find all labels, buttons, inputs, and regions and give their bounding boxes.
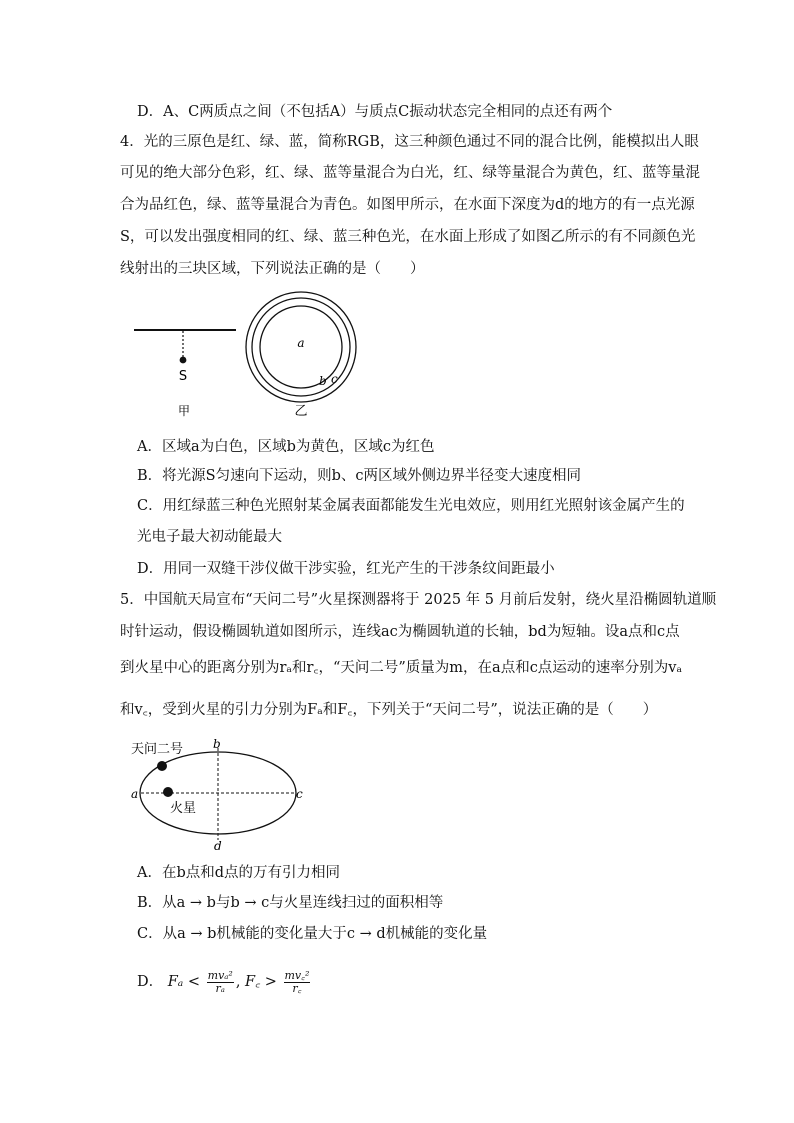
q4-stem-line-4: S，可以发出强度相同的红、绿、蓝三种色光，在水面上形成了如图乙所示的有不同颜色光	[120, 229, 696, 245]
q5-orbit-figure	[127, 738, 317, 853]
formula-sep: ,	[235, 974, 241, 990]
q5-stem-line-1: 5．中国航天局宣布“天问二号”火星探测器将于 2025 年 5 月前后发射，绕火星沿椭圆轨道顺	[120, 592, 717, 608]
point-c-label: c	[296, 787, 303, 801]
q4-option-c-line-2: 光电子最大初动能最大	[137, 529, 282, 545]
mars-label: 火星	[170, 801, 197, 816]
q4-option-a: A．区域a为白色，区域b为黄色，区域c为红色	[137, 439, 435, 455]
q5-option-a: A．在b点和d点的万有引力相同	[137, 865, 341, 881]
q5-stem-line-2: 时针运动，假设椭圆轨道如图所示，连线ac为椭圆轨道的长轴，bd为短轴。设a点和c点	[120, 624, 680, 640]
q5-option-d-prefix: D．	[137, 974, 164, 990]
q4-figure-yi	[244, 290, 369, 425]
caption-jia: 甲	[177, 404, 191, 418]
point-d-label: d	[214, 839, 222, 853]
q4-stem-line-1: 4．光的三原色是红、绿、蓝，简称RGB，这三种颜色通过不同的混合比例，能模拟出人眼	[120, 134, 699, 150]
formula-gt: >	[264, 974, 277, 990]
q5-option-b: B．从a → b与b → c与火星连线扫过的面积相等	[137, 895, 444, 911]
formula-num-a: mvₐ²	[207, 968, 233, 982]
mars-dot	[163, 787, 173, 797]
q4-option-c-line-1: C．用红绿蓝三种色光照射某金属表面都能发生光电效应，则用红光照射该金属产生的	[137, 498, 685, 514]
probe-dot	[157, 761, 167, 771]
q5-stem-line-4: 和v꜀，受到火星的引力分别为Fₐ和F꜀，下列关于“天问二号”，说法正确的是（ ）	[120, 702, 658, 718]
formula-den-a: rₐ	[215, 981, 225, 995]
formula-fa: Fₐ	[167, 974, 184, 990]
formula-frac-a	[207, 970, 234, 995]
q5-option-d	[137, 962, 312, 1002]
q3-option-d: D．A、C两质点之间（不包括A）与质点C振动状态完全相同的点还有两个	[137, 104, 613, 120]
region-c-label: c	[331, 372, 338, 386]
caption-yi: 乙	[294, 404, 308, 419]
q4-stem-line-3: 合为品红色，绿、蓝等量混合为青色。如图甲所示，在水面下深度为d的地方的有一点光源	[120, 197, 695, 213]
q4-option-b: B．将光源S匀速向下运动，则b、c两区域外侧边界半径变大速度相同	[137, 468, 581, 484]
q4-stem-line-5: 线射出的三块区域，下列说法正确的是（ ）	[120, 261, 425, 277]
point-b-label: b	[213, 738, 221, 751]
q5-stem-line-3: 到火星中心的距离分别为rₐ和r꜀，“天问二号”质量为m，在a点和c点运动的速率分别为vₐ	[120, 660, 683, 676]
probe-label: 天问二号	[131, 742, 184, 757]
formula-lt: <	[187, 974, 201, 990]
q4-figure-jia	[130, 318, 240, 423]
q4-stem-line-2: 可见的绝大部分色彩，红、绿、蓝等量混合为白光，红、绿等量混合为黄色，红、蓝等量混	[120, 165, 700, 181]
source-label: S	[178, 369, 188, 384]
q5-option-c: C．从a → b机械能的变化量大于c → d机械能的变化量	[137, 926, 488, 942]
formula-fc: F꜀	[245, 974, 261, 990]
light-source-dot	[180, 357, 187, 364]
formula-frac-c	[284, 970, 311, 995]
point-a-label: a	[131, 787, 139, 801]
region-b-label: b	[319, 374, 327, 388]
region-a-label: a	[297, 336, 305, 350]
q4-option-d: D．用同一双缝干涉仪做干涉实验，红光产生的干涉条纹间距最小	[137, 561, 555, 577]
formula-den-c: r꜀	[292, 981, 302, 995]
formula-num-c: mv꜀²	[284, 968, 310, 982]
